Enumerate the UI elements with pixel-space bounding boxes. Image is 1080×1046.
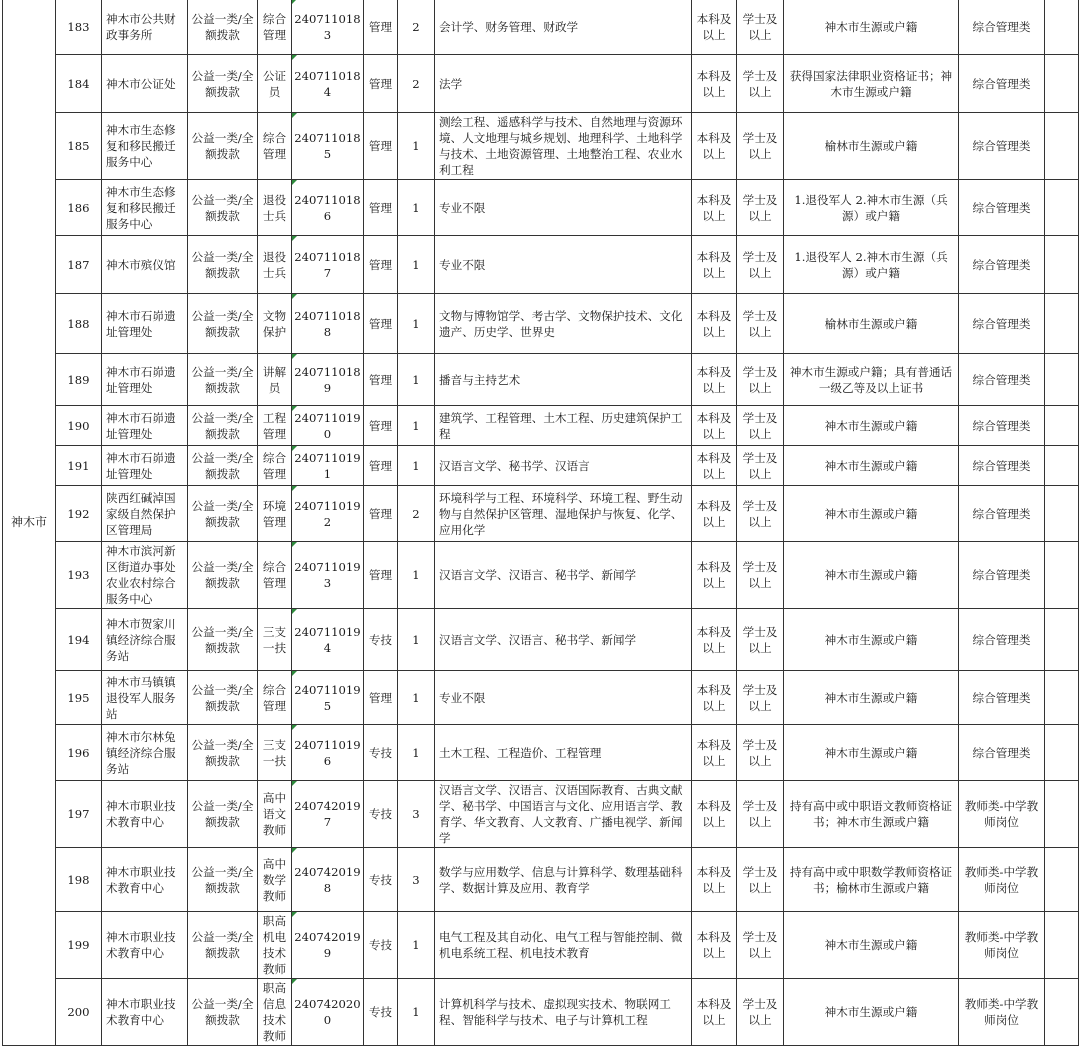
other-requirement: 持有高中或中职数学教师资格证书；榆林市生源或户籍: [784, 848, 959, 912]
table-row: [3, 912, 1079, 979]
row-number: 188: [56, 294, 102, 354]
post-category: 管理: [364, 180, 398, 236]
post-code: 2407110194: [292, 609, 364, 671]
empty-cell: [1045, 0, 1079, 55]
education: 本科及以上: [692, 979, 737, 1046]
degree: 学士及以上: [737, 354, 784, 406]
post-code: 2407110193: [292, 542, 364, 609]
row-number: 198: [56, 848, 102, 912]
major-requirement: 测绘工程、遥感科学与技术、自然地理与资源环境、人文地理与城乡规划、地理科学、土地科学与技术、土地资源管理、土地整治工程、农业水利工程: [435, 113, 692, 180]
row-number: 191: [56, 446, 102, 486]
post-name: 综合管理: [258, 446, 292, 486]
other-requirement: 神木市生源或户籍: [784, 671, 959, 725]
post-category: 管理: [364, 542, 398, 609]
table-row: [3, 848, 1079, 912]
post-code: 2407110188: [292, 294, 364, 354]
major-requirement: 计算机科学与技术、虚拟现实技术、物联网工程、智能科学与技术、电子与计算机工程: [435, 979, 692, 1046]
unit-name: 神木市石峁遗址管理处: [102, 406, 188, 446]
post-category: 管理: [364, 671, 398, 725]
education: 本科及以上: [692, 725, 737, 781]
other-requirement: 神木市生源或户籍；具有普通话一级乙等及以上证书: [784, 354, 959, 406]
table-row: [3, 979, 1079, 1046]
unit-name: 神木市石峁遗址管理处: [102, 446, 188, 486]
hire-count: 3: [398, 781, 435, 848]
exam-category: 综合管理类: [959, 236, 1045, 294]
unit-name: 神木市尔林兔镇经济综合服务站: [102, 725, 188, 781]
hire-count: 1: [398, 446, 435, 486]
table-row: [3, 354, 1079, 406]
unit-name: 神木市石峁遗址管理处: [102, 294, 188, 354]
unit-name: 神木市职业技术教育中心: [102, 912, 188, 979]
other-requirement: 榆林市生源或户籍: [784, 113, 959, 180]
post-name: 讲解员: [258, 354, 292, 406]
empty-cell: [1045, 542, 1079, 609]
table-row: [3, 0, 1079, 55]
post-name: 职高信息技术教师: [258, 979, 292, 1046]
other-requirement: 神木市生源或户籍: [784, 609, 959, 671]
post-category: 管理: [364, 486, 398, 542]
table-row: [3, 609, 1079, 671]
post-category: 管理: [364, 294, 398, 354]
post-category: 管理: [364, 406, 398, 446]
hire-count: 1: [398, 979, 435, 1046]
other-requirement: 神木市生源或户籍: [784, 406, 959, 446]
unit-type: 公益一类/全额拨款: [188, 354, 258, 406]
table-row: [3, 486, 1079, 542]
unit-name: 神木市公共财政事务所: [102, 0, 188, 55]
post-category: 专技: [364, 979, 398, 1046]
exam-category: 综合管理类: [959, 294, 1045, 354]
row-number: 183: [56, 0, 102, 55]
post-name: 公证员: [258, 55, 292, 113]
unit-type: 公益一类/全额拨款: [188, 725, 258, 781]
unit-type: 公益一类/全额拨款: [188, 781, 258, 848]
post-name: 三支一扶: [258, 609, 292, 671]
exam-category: 综合管理类: [959, 0, 1045, 55]
exam-category: 教师类-中学教师岗位: [959, 979, 1045, 1046]
hire-count: 1: [398, 542, 435, 609]
education: 本科及以上: [692, 446, 737, 486]
row-number: 193: [56, 542, 102, 609]
major-requirement: 汉语言文学、汉语言、汉语国际教育、古典文献学、秘书学、中国语言与文化、应用语言学、教育学、华文教育、人文教育、广播电视学、新闻学: [435, 781, 692, 848]
unit-type: 公益一类/全额拨款: [188, 848, 258, 912]
unit-type: 公益一类/全额拨款: [188, 236, 258, 294]
row-number: 184: [56, 55, 102, 113]
exam-category: 综合管理类: [959, 113, 1045, 180]
degree: 学士及以上: [737, 725, 784, 781]
unit-type: 公益一类/全额拨款: [188, 979, 258, 1046]
education: 本科及以上: [692, 55, 737, 113]
degree: 学士及以上: [737, 294, 784, 354]
education: 本科及以上: [692, 609, 737, 671]
other-requirement: 持有高中或中职语文教师资格证书；神木市生源或户籍: [784, 781, 959, 848]
post-category: 管理: [364, 236, 398, 294]
degree: 学士及以上: [737, 848, 784, 912]
unit-name: 神木市生态修复和移民搬迁服务中心: [102, 180, 188, 236]
education: 本科及以上: [692, 912, 737, 979]
hire-count: 2: [398, 0, 435, 55]
row-number: 200: [56, 979, 102, 1046]
empty-cell: [1045, 781, 1079, 848]
unit-name: 神木市职业技术教育中心: [102, 848, 188, 912]
post-name: 文物保护: [258, 294, 292, 354]
unit-name: 神木市生态修复和移民搬迁服务中心: [102, 113, 188, 180]
education: 本科及以上: [692, 113, 737, 180]
post-category: 管理: [364, 354, 398, 406]
unit-name: 神木市公证处: [102, 55, 188, 113]
unit-type: 公益一类/全额拨款: [188, 55, 258, 113]
table-row: [3, 294, 1079, 354]
row-number: 186: [56, 180, 102, 236]
unit-type: 公益一类/全额拨款: [188, 180, 258, 236]
exam-category: 综合管理类: [959, 671, 1045, 725]
unit-name: 神木市殡仪馆: [102, 236, 188, 294]
unit-type: 公益一类/全额拨款: [188, 671, 258, 725]
empty-cell: [1045, 848, 1079, 912]
row-number: 189: [56, 354, 102, 406]
post-name: 综合管理: [258, 0, 292, 55]
hire-count: 3: [398, 848, 435, 912]
degree: 学士及以上: [737, 671, 784, 725]
table-row: [3, 542, 1079, 609]
exam-category: 综合管理类: [959, 446, 1045, 486]
post-name: 职高机电技术教师: [258, 912, 292, 979]
exam-category: 综合管理类: [959, 542, 1045, 609]
unit-type: 公益一类/全额拨款: [188, 0, 258, 55]
table-row: [3, 671, 1079, 725]
exam-category: 综合管理类: [959, 609, 1045, 671]
degree: 学士及以上: [737, 979, 784, 1046]
post-name: 退役士兵: [258, 180, 292, 236]
row-number: 185: [56, 113, 102, 180]
major-requirement: 汉语言文学、秘书学、汉语言: [435, 446, 692, 486]
post-name: 工程管理: [258, 406, 292, 446]
degree: 学士及以上: [737, 55, 784, 113]
other-requirement: 神木市生源或户籍: [784, 486, 959, 542]
degree: 学士及以上: [737, 446, 784, 486]
table-row: [3, 55, 1079, 113]
major-requirement: 电气工程及其自动化、电气工程与智能控制、微机电系统工程、机电技术教育: [435, 912, 692, 979]
degree: 学士及以上: [737, 0, 784, 55]
post-category: 专技: [364, 725, 398, 781]
post-name: 退役士兵: [258, 236, 292, 294]
unit-type: 公益一类/全额拨款: [188, 294, 258, 354]
degree: 学士及以上: [737, 912, 784, 979]
unit-name: 陕西红碱淖国家级自然保护区管理局: [102, 486, 188, 542]
hire-count: 1: [398, 294, 435, 354]
unit-name: 神木市马镇镇退役军人服务站: [102, 671, 188, 725]
post-code: 2407110192: [292, 486, 364, 542]
education: 本科及以上: [692, 671, 737, 725]
post-name: 三支一扶: [258, 725, 292, 781]
major-requirement: 建筑学、工程管理、土木工程、历史建筑保护工程: [435, 406, 692, 446]
row-number: 194: [56, 609, 102, 671]
major-requirement: 会计学、财务管理、财政学: [435, 0, 692, 55]
major-requirement: 数学与应用数学、信息与计算科学、数理基础科学、数据计算及应用、教育学: [435, 848, 692, 912]
other-requirement: 神木市生源或户籍: [784, 0, 959, 55]
empty-cell: [1045, 55, 1079, 113]
post-name: 综合管理: [258, 542, 292, 609]
education: 本科及以上: [692, 354, 737, 406]
post-name: 综合管理: [258, 113, 292, 180]
unit-name: 神木市职业技术教育中心: [102, 781, 188, 848]
hire-count: 1: [398, 671, 435, 725]
table-row: [3, 781, 1079, 848]
major-requirement: 播音与主持艺术: [435, 354, 692, 406]
hire-count: 1: [398, 354, 435, 406]
post-code: 2407110187: [292, 236, 364, 294]
education: 本科及以上: [692, 486, 737, 542]
post-name: 高中语文教师: [258, 781, 292, 848]
unit-name: 神木市滨河新区街道办事处农业农村综合服务中心: [102, 542, 188, 609]
post-code: 2407110191: [292, 446, 364, 486]
post-code: 2407110186: [292, 180, 364, 236]
table-row: [3, 180, 1079, 236]
other-requirement: 神木市生源或户籍: [784, 912, 959, 979]
table-row: [3, 113, 1079, 180]
hire-count: 1: [398, 406, 435, 446]
unit-type: 公益一类/全额拨款: [188, 113, 258, 180]
unit-name: 神木市贺家川镇经济综合服务站: [102, 609, 188, 671]
degree: 学士及以上: [737, 486, 784, 542]
education: 本科及以上: [692, 542, 737, 609]
education: 本科及以上: [692, 236, 737, 294]
degree: 学士及以上: [737, 113, 784, 180]
empty-cell: [1045, 294, 1079, 354]
major-requirement: 文物与博物馆学、考古学、文物保护技术、文化遗产、历史学、世界史: [435, 294, 692, 354]
row-number: 197: [56, 781, 102, 848]
post-category: 管理: [364, 55, 398, 113]
hire-count: 2: [398, 55, 435, 113]
education: 本科及以上: [692, 294, 737, 354]
post-category: 管理: [364, 113, 398, 180]
post-name: 环境管理: [258, 486, 292, 542]
major-requirement: 专业不限: [435, 236, 692, 294]
hire-count: 1: [398, 725, 435, 781]
major-requirement: 专业不限: [435, 180, 692, 236]
post-code: 2407110190: [292, 406, 364, 446]
empty-cell: [1045, 236, 1079, 294]
empty-cell: [1045, 406, 1079, 446]
exam-category: 综合管理类: [959, 406, 1045, 446]
degree: 学士及以上: [737, 236, 784, 294]
degree: 学士及以上: [737, 781, 784, 848]
other-requirement: 获得国家法律职业资格证书；神木市生源或户籍: [784, 55, 959, 113]
other-requirement: 神木市生源或户籍: [784, 542, 959, 609]
empty-cell: [1045, 912, 1079, 979]
unit-type: 公益一类/全额拨款: [188, 446, 258, 486]
row-number: 192: [56, 486, 102, 542]
hire-count: 1: [398, 113, 435, 180]
exam-category: 综合管理类: [959, 486, 1045, 542]
row-number: 190: [56, 406, 102, 446]
major-requirement: 环境科学与工程、环境科学、环境工程、野生动物与自然保护区管理、湿地保护与恢复、化学、应用化学: [435, 486, 692, 542]
table-row: [3, 446, 1079, 486]
exam-category: 教师类-中学教师岗位: [959, 912, 1045, 979]
post-code: 2407110189: [292, 354, 364, 406]
recruitment-table: [2, 0, 1079, 1046]
post-name: 综合管理: [258, 671, 292, 725]
post-code: 2407420199: [292, 912, 364, 979]
degree: 学士及以上: [737, 609, 784, 671]
empty-cell: [1045, 725, 1079, 781]
unit-type: 公益一类/全额拨款: [188, 912, 258, 979]
post-category: 专技: [364, 609, 398, 671]
table-row: [3, 406, 1079, 446]
post-code: 2407420197: [292, 781, 364, 848]
table-row: [3, 725, 1079, 781]
major-requirement: 土木工程、工程造价、工程管理: [435, 725, 692, 781]
education: 本科及以上: [692, 406, 737, 446]
education: 本科及以上: [692, 848, 737, 912]
post-category: 专技: [364, 781, 398, 848]
major-requirement: 专业不限: [435, 671, 692, 725]
post-category: 管理: [364, 0, 398, 55]
unit-type: 公益一类/全额拨款: [188, 406, 258, 446]
empty-cell: [1045, 486, 1079, 542]
empty-cell: [1045, 609, 1079, 671]
unit-name: 神木市职业技术教育中心: [102, 979, 188, 1046]
post-code: 2407420200: [292, 979, 364, 1046]
empty-cell: [1045, 113, 1079, 180]
empty-cell: [1045, 671, 1079, 725]
unit-name: 神木市石峁遗址管理处: [102, 354, 188, 406]
empty-cell: [1045, 979, 1079, 1046]
row-number: 187: [56, 236, 102, 294]
row-number: 195: [56, 671, 102, 725]
empty-cell: [1045, 180, 1079, 236]
hire-count: 1: [398, 912, 435, 979]
unit-type: 公益一类/全额拨款: [188, 542, 258, 609]
degree: 学士及以上: [737, 406, 784, 446]
post-code: 2407110185: [292, 113, 364, 180]
empty-cell: [1045, 446, 1079, 486]
exam-category: 综合管理类: [959, 55, 1045, 113]
row-number: 199: [56, 912, 102, 979]
post-code: 2407110184: [292, 55, 364, 113]
hire-count: 1: [398, 236, 435, 294]
unit-type: 公益一类/全额拨款: [188, 486, 258, 542]
empty-cell: [1045, 354, 1079, 406]
post-code: 2407110196: [292, 725, 364, 781]
exam-category: 教师类-中学教师岗位: [959, 848, 1045, 912]
other-requirement: 榆林市生源或户籍: [784, 294, 959, 354]
row-number: 196: [56, 725, 102, 781]
region-cell: 神木市: [3, 0, 56, 1046]
post-category: 管理: [364, 446, 398, 486]
post-name: 高中数学教师: [258, 848, 292, 912]
exam-category: 教师类-中学教师岗位: [959, 781, 1045, 848]
other-requirement: 1.退役军人 2.神木市生源（兵源）或户籍: [784, 236, 959, 294]
degree: 学士及以上: [737, 180, 784, 236]
hire-count: 1: [398, 609, 435, 671]
degree: 学士及以上: [737, 542, 784, 609]
other-requirement: 神木市生源或户籍: [784, 725, 959, 781]
unit-type: 公益一类/全额拨款: [188, 609, 258, 671]
exam-category: 综合管理类: [959, 354, 1045, 406]
major-requirement: 汉语言文学、汉语言、秘书学、新闻学: [435, 609, 692, 671]
education: 本科及以上: [692, 0, 737, 55]
table-row: [3, 236, 1079, 294]
major-requirement: 法学: [435, 55, 692, 113]
hire-count: 2: [398, 486, 435, 542]
post-category: 专技: [364, 912, 398, 979]
post-code: 2407110183: [292, 0, 364, 55]
exam-category: 综合管理类: [959, 725, 1045, 781]
post-code: 2407110195: [292, 671, 364, 725]
exam-category: 综合管理类: [959, 180, 1045, 236]
post-category: 专技: [364, 848, 398, 912]
education: 本科及以上: [692, 180, 737, 236]
hire-count: 1: [398, 180, 435, 236]
major-requirement: 汉语言文学、汉语言、秘书学、新闻学: [435, 542, 692, 609]
education: 本科及以上: [692, 781, 737, 848]
other-requirement: 神木市生源或户籍: [784, 979, 959, 1046]
other-requirement: 1.退役军人 2.神木市生源（兵源）或户籍: [784, 180, 959, 236]
other-requirement: 神木市生源或户籍: [784, 446, 959, 486]
post-code: 2407420198: [292, 848, 364, 912]
